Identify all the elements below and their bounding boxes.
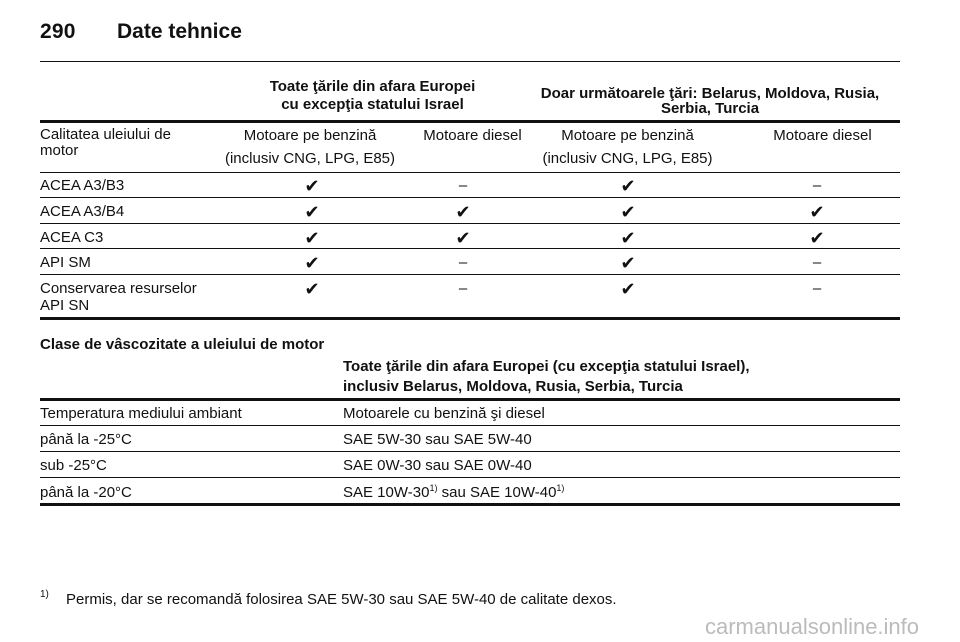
row-label-resource-conserving-api-sn: Conservarea resurselor API SN — [40, 280, 197, 314]
dash-mark: – — [458, 254, 468, 271]
check-icon: ✔ — [620, 228, 636, 248]
row-label-acea-a3b4: ACEA A3/B4 — [40, 203, 125, 220]
check-icon: ✔ — [620, 253, 636, 273]
oil-grade-cell: SAE 5W-30 sau SAE 5W-40 — [343, 431, 532, 448]
temp-cell: până la -20°C — [40, 484, 132, 501]
dash-mark: – — [812, 254, 822, 271]
footnote-ref: 1) — [556, 483, 565, 493]
footnote-ref: 1) — [429, 483, 438, 493]
col-header-petrol-2: Motoare pe benzină (inclusiv CNG, LPG, E85) — [542, 127, 713, 167]
check-icon: ✔ — [304, 202, 320, 222]
page-number: 290 — [40, 20, 76, 43]
row-label-acea-c3: ACEA C3 — [40, 229, 104, 246]
dash-mark: – — [458, 177, 468, 194]
col-header-diesel-2: Motoare diesel — [773, 127, 872, 144]
row-divider — [40, 248, 900, 249]
check-icon: ✔ — [455, 228, 471, 248]
header-rule — [40, 61, 900, 62]
check-icon: ✔ — [620, 279, 636, 299]
section-title-viscosity: Clase de vâscozitate a uleiului de motor — [40, 336, 325, 353]
check-icon: ✔ — [620, 202, 636, 222]
table2-bottom-rule — [40, 503, 900, 506]
row-divider — [40, 451, 900, 452]
check-icon: ✔ — [304, 279, 320, 299]
dash-mark: – — [812, 177, 822, 194]
check-icon: ✔ — [620, 176, 636, 196]
oil-quality-header: Calitatea uleiului de motor — [40, 126, 171, 159]
row-label-acea-a3b3: ACEA A3/B3 — [40, 177, 125, 194]
col-header-petrol-1: Motoare pe benzină (inclusiv CNG, LPG, E85) — [224, 127, 396, 167]
table1-top-rule — [40, 120, 900, 123]
footnote-text: Permis, dar se recomandă folosirea SAE 5W-30 sau SAE 5W-40 de calitate dexos. — [66, 591, 617, 608]
oil-grade-cell: SAE 10W-30$^{1)}$ sau SAE 10W-40$^{1)}$ — [343, 483, 565, 501]
watermark: carmanualsonline.info — [705, 614, 920, 639]
viscosity-group-header: Toate ţările din afara Europei (cu excepţia statului Israel), inclusiv Belarus, Moldova, Rusia, Serbia, Turcia — [343, 358, 750, 395]
row-label-api-sm: API SM — [40, 254, 91, 271]
row-divider — [40, 223, 900, 224]
check-icon: ✔ — [809, 228, 825, 248]
col-header-temperature: Temperatura mediului ambiant — [40, 405, 242, 422]
table2-top-rule — [40, 398, 900, 401]
row-divider — [40, 172, 900, 173]
temp-cell: sub -25°C — [40, 457, 107, 474]
table1-bottom-rule — [40, 317, 900, 320]
footnote-marker: 1) — [40, 589, 49, 600]
page-title: Date tehnice — [117, 20, 242, 43]
row-divider — [40, 197, 900, 198]
row-divider — [40, 477, 900, 478]
check-icon: ✔ — [455, 202, 471, 222]
row-divider — [40, 425, 900, 426]
dash-mark: – — [812, 280, 822, 297]
col-header-diesel-1: Motoare diesel — [423, 127, 522, 144]
check-icon: ✔ — [304, 228, 320, 248]
dash-mark: – — [458, 280, 468, 297]
temp-cell: până la -25°C — [40, 431, 132, 448]
check-icon: ✔ — [809, 202, 825, 222]
col-header-engines: Motoarele cu benzină şi diesel — [343, 405, 545, 422]
group-header-listed-countries: Doar următoarele ţări: Belarus, Moldova, Rusia, Serbia, Turcia — [540, 85, 880, 117]
oil-grade-cell: SAE 0W-30 sau SAE 0W-40 — [343, 457, 532, 474]
check-icon: ✔ — [304, 176, 320, 196]
check-icon: ✔ — [304, 253, 320, 273]
row-divider — [40, 274, 900, 275]
group-header-outside-europe: Toate ţările din afara Europei cu excepţia statului Israel — [269, 78, 476, 113]
